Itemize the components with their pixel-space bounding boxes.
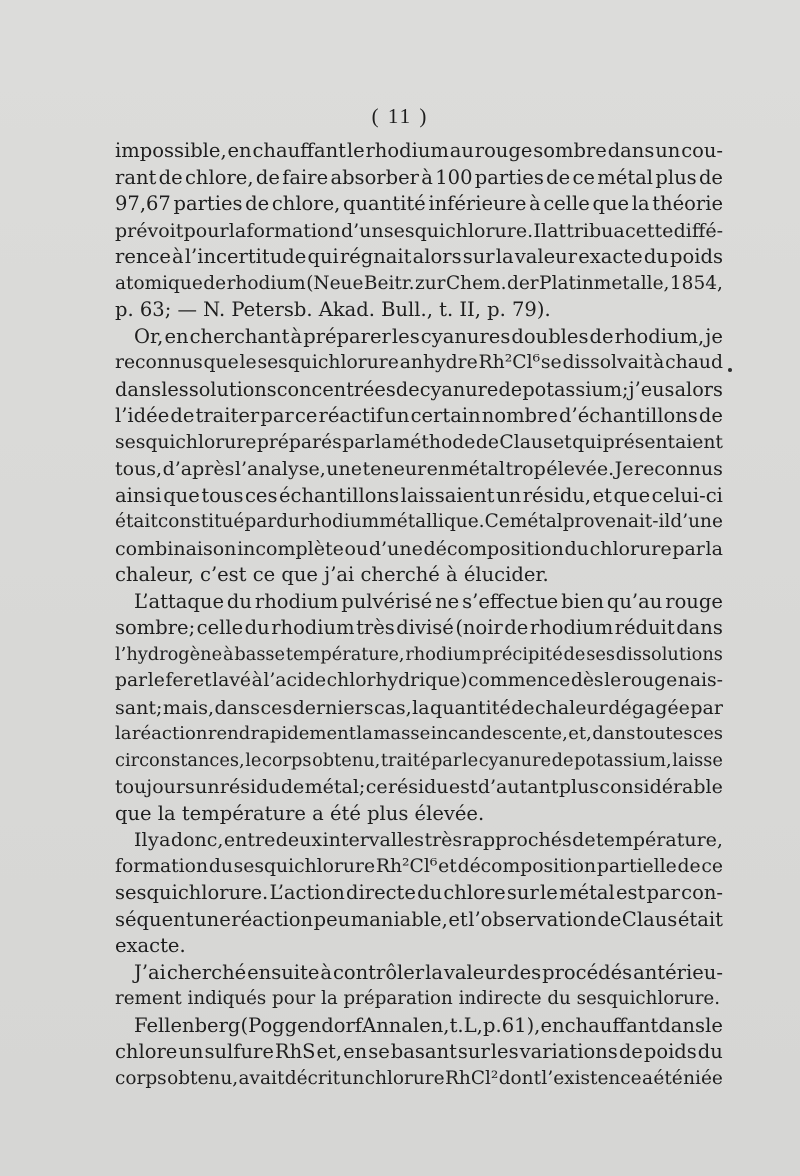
text-line: Il y a donc, entre deux intervalles très rapprochés de température,: [134, 829, 723, 851]
text-line: que la température a été plus élevée.: [115, 801, 485, 825]
text-line: était constitué par du rhodium métallique. Ce métal provenait-il d’une: [115, 511, 723, 532]
text-line: Fellenberg (Poggendorf Annalen, t. L, p. 61), en chauffant dans le: [134, 1013, 723, 1037]
text-line: ainsi que tous ces échantillons laissaient un résidu, et que celui-ci: [115, 483, 723, 507]
text-line: rement indiqués pour la préparation indirecte du sesquichlorure.: [115, 988, 721, 1009]
paragraph-4: [115, 827, 723, 960]
text-line: atomique de rhodium (Neue Beitr. zur Chem. der Platinmetalle, 1854,: [115, 272, 723, 294]
text-line: sant; mais, dans ces derniers cas, la quantité de chaleur dégagée par: [115, 696, 723, 719]
text-line: séquent une réaction peu maniable, et l’observation de Claus était: [115, 907, 723, 931]
text-line: prévoit pour la formation d’un sesquichlorure. Il attribua cette diffé-: [115, 219, 723, 242]
text-line: J’ai cherché ensuite à contrôler la valeur des procédés antérieu-: [134, 960, 723, 984]
text-line: chaleur, c’est ce que j’ai cherché à élucider.: [115, 563, 549, 586]
body-text: [115, 138, 723, 1092]
scan-speck: [728, 368, 732, 372]
text-line: sesquichlorure préparés par la méthode de Claus et qui présentaient: [115, 431, 723, 453]
text-line: 97,67 parties de chlore, quantité inférieure à celle que la théorie: [115, 192, 723, 215]
text-line: combinaison incomplète ou d’une décomposition du chlorure par la: [115, 537, 723, 560]
text-line: p. 63; — N. Petersb. Akad. Bull., t. II, p. 79).: [115, 298, 551, 321]
text-line: impossible, en chauffant le rhodium au rouge sombre dans un cou-: [115, 139, 723, 162]
text-line: reconnus que le sesquichlorure anhydre Rh²Cl⁶ se dissolvait à chaud: [115, 352, 723, 373]
text-line: l’hydrogène à basse température, rhodium précipité de ses dissolutions: [115, 644, 723, 665]
paragraph-2: [115, 324, 723, 589]
text-line: exacte.: [115, 934, 186, 957]
paragraph-6: [115, 1013, 723, 1093]
text-line: sombre; celle du rhodium très divisé (noir de rhodium réduit dans: [115, 616, 723, 639]
text-line: l’idée de traiter par ce réactif un certain nombre d’échantillons de: [115, 404, 723, 427]
page-number: ( 11 ): [371, 104, 429, 128]
text-line: corps obtenu, avait décrit un chlorure RhCl² dont l’existence a été niée: [115, 1067, 723, 1089]
paragraph-5: [115, 960, 723, 1013]
paragraph-1: [115, 138, 723, 324]
text-line: sesquichlorure. L’action directe du chlore sur le métal est par con-: [115, 881, 723, 904]
text-line: L’attaque du rhodium pulvérisé ne s’effectue bien qu’au rouge: [134, 589, 723, 613]
text-line: la réaction rend rapidement la masse incandescente, et, dans toutes ces: [115, 723, 723, 744]
text-line: rant de chlore, de faire absorber à 100 parties de ce métal plus de: [115, 165, 723, 189]
paragraph-3: [115, 589, 723, 828]
text-line: par le fer et lavé à l’acide chlorhydrique) commence dès le rouge nais-: [115, 670, 723, 691]
text-line: Or, en cherchant à préparer les cyanures doubles de rhodium, je: [134, 324, 723, 348]
text-line: formation du sesquichlorure Rh²Cl⁶ et décomposition partielle de ce: [115, 855, 723, 877]
text-line: chlore un sulfure RhS et, en se basant sur les variations de poids du: [115, 1040, 723, 1063]
text-line: tous, d’après l’analyse, une teneur en métal trop élevée. Je reconnus: [115, 458, 723, 480]
text-line: toujours un résidu de métal; ce résidu est d’autant plus considérable: [115, 776, 723, 798]
text-line: dans les solutions concentrées de cyanure de potassium; j’eus alors: [115, 377, 723, 401]
text-line: rence à l’incertitude qui régnait alors sur la valeur exacte du poids: [115, 245, 723, 268]
text-line: circonstances, le corps obtenu, traité par le cyanure de potassium, laisse: [115, 750, 723, 771]
